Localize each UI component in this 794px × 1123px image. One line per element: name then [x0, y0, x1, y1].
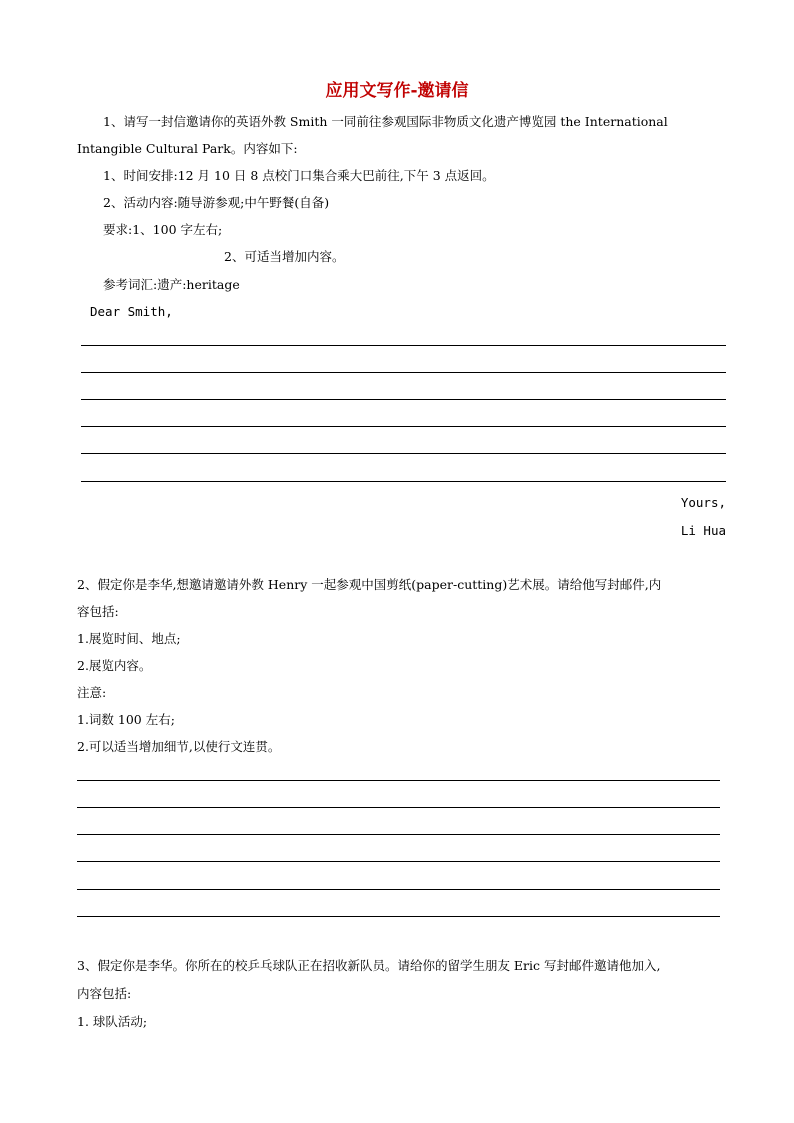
q1-writing-line: [81, 399, 726, 400]
q2-note-1: 1.词数 100 左右;: [77, 712, 175, 727]
q1-vocabulary: 参考词汇:遗产:heritage: [103, 277, 240, 292]
q1-writing-line: [81, 426, 726, 427]
q1-requirement-1: 要求:1、100 字左右;: [103, 222, 223, 237]
q2-writing-line: [77, 807, 720, 808]
q1-requirement-2: 2、可适当增加内容。: [224, 249, 345, 264]
document-title: 应用文写作-邀请信: [325, 81, 469, 101]
q2-writing-line: [77, 916, 720, 917]
q1-writing-line: [81, 481, 726, 482]
q2-item-content: 2.展览内容。: [77, 658, 152, 673]
q1-signature: Li Hua: [680, 523, 726, 538]
q3-prompt-line-2: 内容包括:: [77, 986, 132, 1001]
q3-item-team-activities: 1. 球队活动;: [77, 1014, 148, 1029]
q2-item-time-place: 1.展览时间、地点;: [77, 631, 181, 646]
q2-writing-line: [77, 861, 720, 862]
q2-prompt-line-1: 2、假定你是李华,想邀请邀请外教 Henry 一起参观中国剪纸(paper-cutting)艺术展。请给他写封邮件,内: [77, 577, 662, 592]
q2-note-heading: 注意:: [77, 685, 107, 700]
q2-writing-line: [77, 889, 720, 890]
q3-prompt-line-1: 3、假定你是李华。你所在的校乒乓球队正在招收新队员。请给你的留学生朋友 Eric 写封邮件邀请他加入,: [77, 958, 661, 973]
q1-writing-line: [81, 345, 726, 346]
q2-writing-line: [77, 834, 720, 835]
q2-note-2: 2.可以适当增加细节,以使行文连贯。: [77, 739, 281, 754]
q2-prompt-line-2: 容包括:: [77, 604, 119, 619]
q2-writing-line: [77, 780, 720, 781]
q1-writing-line: [81, 372, 726, 373]
q1-item-schedule: 1、时间安排:12 月 10 日 8 点校门口集合乘大巴前往,下午 3 点返回。: [103, 168, 495, 183]
q1-prompt-line-2: Intangible Cultural Park。内容如下:: [77, 141, 298, 156]
q1-writing-line: [81, 453, 726, 454]
q1-salutation: Dear Smith,: [90, 304, 173, 319]
q1-closing: Yours,: [680, 495, 726, 510]
q1-item-activities: 2、活动内容:随导游参观;中午野餐(自备): [103, 195, 330, 210]
q1-prompt-line-1: 1、请写一封信邀请你的英语外教 Smith 一同前往参观国际非物质文化遗产博览园 the International: [103, 114, 668, 129]
